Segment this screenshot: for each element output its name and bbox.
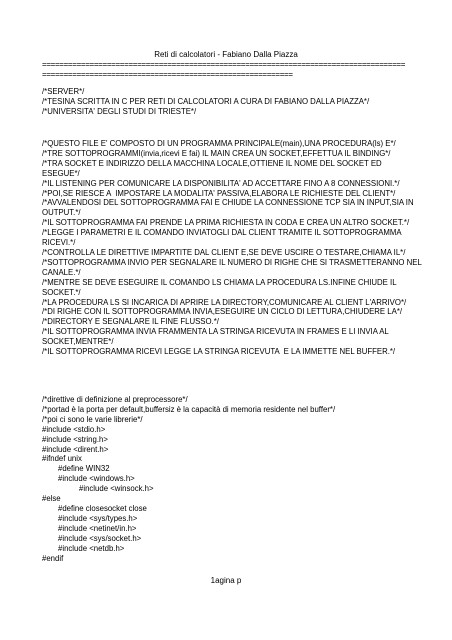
description-line: /*CONTROLLA LE DIRETTIVE IMPARTITE DAL CLIENT E,SE DEVE USCIRE O TESTARE,CHIAMA IL*/ [42, 247, 406, 257]
intro-line: /*TESINA SCRITTA IN C PER RETI DI CALCOLATORI A CURA DI FABIANO DALLA PIAZZA*/ [42, 96, 370, 106]
description-line: /*IL SOTTOPROGRAMMA FAI PRENDE LA PRIMA RICHIESTA IN CODA E CREA UN ALTRO SOCKET.*/ [42, 218, 410, 228]
description-line: /*MENTRE SE DEVE ESEGUIRE IL COMANDO LS CHIAMA LA PROCEDURA LS.INFINE CHIUDE IL [42, 277, 397, 287]
code-line: /*portad è la porta per default,buffersiz è la capacità di memoria residente nel buffer*/ [42, 404, 336, 414]
code-line: /*poi ci sono le varie librerie*/ [42, 414, 143, 424]
description-line: /*TRE SOTTOPROGRAMMI(invia,ricevi E fai) IL MAIN CREA UN SOCKET,EFFETTUA IL BINDING*/ [42, 148, 391, 158]
code-line: #include <netinet/in.h> [58, 523, 137, 533]
description-line: OUTPUT.*/ [42, 208, 81, 218]
description-line: /*IL SOTTOPROGRAMMA RICEVI LEGGE LA STRINGA RICEVUTA E LA IMMETTE NEL BUFFER.*/ [42, 347, 396, 357]
intro-comment-block [42, 87, 414, 117]
description-line: /*POI,SE RIESCE A IMPOSTARE LA MODALITA' PASSIVA,ELABORA LE RICHIESTE DEL CLIENT*/ [42, 188, 396, 198]
description-comment-block [42, 139, 422, 357]
code-line: #include <dirent.h> [42, 444, 109, 454]
description-line: /*DIRECTORY E SEGNALARE IL FINE FLUSSO.*/ [42, 317, 219, 327]
code-line: #include <windows.h> [58, 474, 135, 484]
separator-rule-long: ==================================================================================== [42, 61, 406, 69]
description-line: /*SOTTOPROGRAMMA INVIO PER SEGNALARE IL NUMERO DI RIGHE CHE SI TRASMETTERANNO NEL [42, 257, 422, 267]
description-line: /*DI RIGHE CON IL SOTTOPROGRAMMA INVIA,ESEGUIRE UN CICLO DI LETTURA,CHIUDERE LA*/ [42, 307, 403, 317]
description-line: RICEVI.*/ [42, 238, 76, 248]
code-line: #else [42, 494, 61, 504]
description-line: /*IL LISTENING PER COMUNICARE LA DISPONIBILITA' AD ACCETTARE FINO A 8 CONNESSIONI.*/ [42, 178, 400, 188]
intro-line: /*SERVER*/ [42, 87, 85, 96]
code-line: #include <sys/socket.h> [58, 533, 142, 543]
code-block [42, 395, 414, 563]
page-number-footer: 1agina p [210, 576, 242, 585]
code-line: #include <netdb.h> [58, 543, 125, 553]
code-line: #endif [42, 553, 64, 563]
description-line: CANALE.*/ [42, 267, 81, 277]
description-line: SOCKET,MENTRE*/ [42, 337, 114, 347]
code-line: /*direttive di definizione al preprocessore*/ [42, 395, 188, 404]
code-line: #include <string.h> [42, 434, 108, 444]
code-line: #include <stdio.h> [42, 424, 106, 434]
description-line: /*LEGGE I PARAMETRI E IL COMANDO INVIATOGLI DAL CLIENT TRAMITE IL SOTTOPROGRAMMA [42, 228, 402, 238]
description-line: ESEGUE*/ [42, 168, 80, 178]
separator-rule-short: ========================================================== [42, 71, 293, 79]
code-line: #include <sys/types.h> [58, 513, 138, 523]
description-line: /*QUESTO FILE E' COMPOSTO DI UN PROGRAMMA PRINCIPALE(main),UNA PROCEDURA(ls) E*/ [42, 139, 396, 148]
intro-line: /*UNIVERSITA' DEGLI STUDI DI TRIESTE*/ [42, 106, 197, 116]
code-line: #define WIN32 [58, 464, 110, 474]
code-line: #ifndef unix [42, 454, 82, 464]
code-line: #define closesocket close [58, 503, 147, 513]
page-header-title: Reti di calcolatori - Fabiano Dalla Piazza [154, 50, 298, 59]
description-line: /*IL SOTTOPROGRAMMA INVIA FRAMMENTA LA STRINGA RICEVUTA IN FRAMES E LI INVIA AL [42, 327, 389, 337]
code-line: #include <winsock.h> [79, 484, 154, 494]
description-line: /*AVVALENDOSI DEL SOTTOPROGRAMMA FAI E CHIUDE LA CONNESSIONE TCP SIA IN INPUT,SIA IN [42, 198, 414, 208]
description-line: /*TRA SOCKET E INDIRIZZO DELLA MACCHINA LOCALE,OTTIENE IL NOME DEL SOCKET ED [42, 158, 382, 168]
description-line: /*LA PROCEDURA LS SI INCARICA DI APRIRE LA DIRECTORY,COMUNICARE AL CLIENT L'ARRIVO*/ [42, 297, 407, 307]
description-line: SOCKET.*/ [42, 287, 81, 297]
